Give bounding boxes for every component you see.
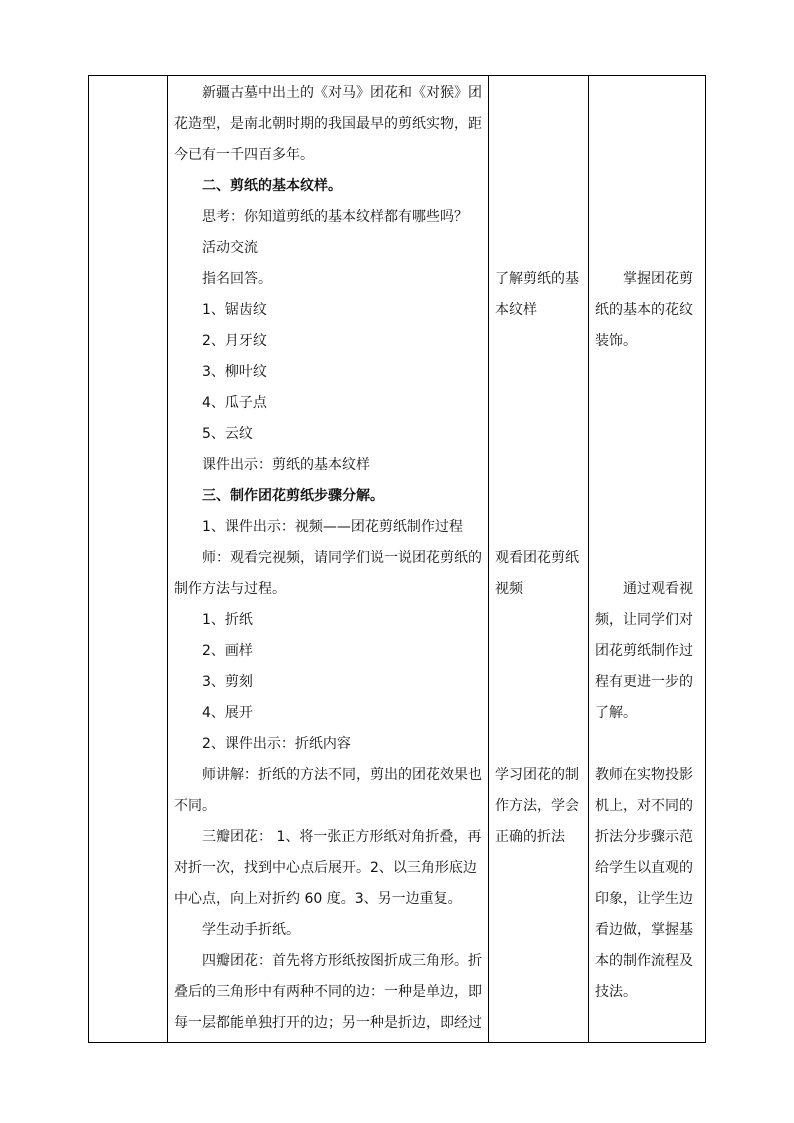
text-line: 花造型，是南北朝时期的我国最早的剪纸实物，距: [174, 116, 482, 132]
text-line: 不同。: [174, 798, 216, 814]
text-line: 机上，对不同的: [595, 798, 693, 814]
text-line: 了解剪纸的基: [495, 271, 579, 287]
stage-column: [89, 76, 167, 1042]
teaching-process-column: [168, 76, 488, 1042]
list-item: 2、月牙纹: [202, 333, 267, 349]
text-line: 给学生以直观的: [595, 860, 693, 876]
text-line: 学习团花的制: [495, 767, 579, 783]
text-line: 指名回答。: [202, 271, 272, 287]
list-item: 5、云纹: [202, 426, 253, 442]
list-item: 4、展开: [202, 705, 253, 721]
text-line: 通过观看视: [623, 581, 693, 597]
text-line: 掌握团花剪: [623, 271, 693, 287]
text-line: 本的制作流程及: [595, 953, 693, 969]
list-item: 1、折纸: [202, 612, 253, 628]
section-heading: 二、剪纸的基本纹样。: [202, 178, 342, 194]
text-line: 团花剪纸制作过: [595, 643, 693, 659]
text-line: 师讲解：折纸的方法不同，剪出的团花效果也: [202, 767, 482, 783]
text-line: 程有更进一步的: [595, 674, 693, 690]
text-line: 本纹样: [495, 302, 537, 318]
text-line: 看边做，掌握基: [595, 922, 693, 938]
text-line: 频，让同学们对: [595, 612, 693, 628]
text-line: 思考：你知道剪纸的基本纹样都有哪些吗？: [202, 209, 468, 225]
list-item: 2、画样: [202, 643, 253, 659]
text-line: 作方法，学会: [495, 798, 579, 814]
list-item: 1、锯齿纹: [202, 302, 267, 318]
section-heading: 三、制作团花剪纸步骤分解。: [202, 488, 384, 504]
text-line: 观看团花剪纸: [495, 550, 579, 566]
text-line: 技法。: [595, 984, 637, 1000]
design-intent-column: [589, 76, 706, 1042]
list-item: 3、柳叶纹: [202, 364, 267, 380]
text-line: 活动交流: [202, 240, 258, 256]
text-line: 正确的折法: [495, 829, 565, 845]
text-line: 课件出示：剪纸的基本纹样: [202, 457, 370, 473]
text-line: 制作方法与过程。: [174, 581, 286, 597]
text-line: 折法分步骤示范: [595, 829, 693, 845]
text-line: 了解。: [595, 705, 637, 721]
list-item: 4、瓜子点: [202, 395, 267, 411]
lesson-plan-table: [88, 75, 706, 1043]
text-line: 印象，让学生边: [595, 891, 693, 907]
text-line: 视频: [495, 581, 523, 597]
text-line: 教师在实物投影: [595, 767, 693, 783]
text-line: 叠后的三角形中有两种不同的边：一种是单边，即: [174, 984, 482, 1000]
text-line: 三瓣团花： 1、将一张正方形纸对角折叠，再: [202, 829, 482, 845]
text-line: 新疆古墓中出土的《对马》团花和《对猴》团: [202, 85, 482, 101]
text-line: 1、课件出示：视频——团花剪纸制作过程: [202, 519, 463, 535]
text-line: 每一层都能单独打开的边；另一种是折边，即经过: [174, 1015, 482, 1031]
text-line: 装饰。: [595, 333, 637, 349]
text-line: 对折一次，找到中心点后展开。2、以三角形底边: [174, 860, 477, 876]
text-line: 学生动手折纸。: [202, 922, 300, 938]
student-activity-column: [489, 76, 588, 1042]
text-line: 中心点，向上对折约 60 度。3、另一边重复。: [174, 891, 462, 907]
list-item: 3、剪刻: [202, 674, 253, 690]
text-line: 今已有一千四百多年。: [174, 147, 314, 163]
text-line: 师：观看完视频，请同学们说一说团花剪纸的: [202, 550, 482, 566]
text-line: 四瓣团花：首先将方形纸按图折成三角形。折: [202, 953, 482, 969]
text-line: 纸的基本的花纹: [595, 302, 693, 318]
text-line: 2、课件出示：折纸内容: [202, 736, 351, 752]
